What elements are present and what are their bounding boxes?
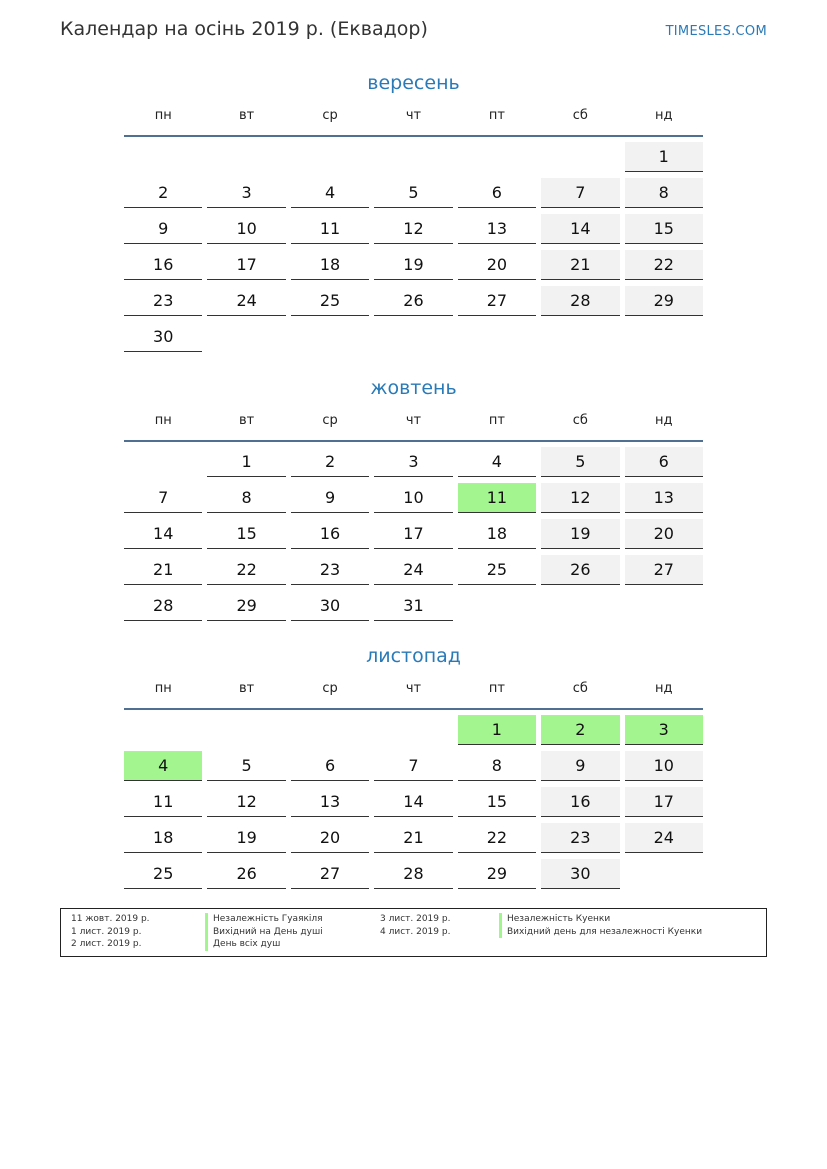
day-cell: 13 <box>458 214 536 244</box>
legend-date: 3 лист. 2019 р. <box>380 914 451 924</box>
day-cell: 29 <box>625 286 703 316</box>
weekday-label: чт <box>405 681 422 696</box>
legend-names-col1 <box>205 913 323 951</box>
weekday-label: пн <box>154 108 172 123</box>
day-cell: 27 <box>458 286 536 316</box>
day-cell: 4 <box>291 178 369 208</box>
empty-cell <box>291 715 369 745</box>
month-october <box>124 375 703 627</box>
day-cell: 2 <box>291 447 369 477</box>
day-cell: 1 <box>207 447 285 477</box>
day-cell: 4 <box>124 751 202 781</box>
day-cell: 11 <box>124 787 202 817</box>
day-cell: 20 <box>291 823 369 853</box>
weekday-label: пн <box>154 681 172 696</box>
day-cell: 11 <box>291 214 369 244</box>
legend-holiday-name: Незалежність Гуаякіля <box>205 913 323 926</box>
empty-cell <box>541 322 619 352</box>
legend-date: 4 лист. 2019 р. <box>380 926 451 937</box>
day-cell: 25 <box>291 286 369 316</box>
day-cell: 10 <box>374 483 452 513</box>
day-cell: 28 <box>374 859 452 889</box>
day-cell: 8 <box>625 178 703 208</box>
empty-cell <box>124 447 202 477</box>
empty-cell <box>625 322 703 352</box>
weekday-label: нд <box>654 108 673 123</box>
empty-cell <box>458 591 536 621</box>
weekday-label: ср <box>322 413 338 428</box>
day-cell: 24 <box>207 286 285 316</box>
week-row <box>124 250 703 281</box>
header-divider <box>124 440 703 442</box>
day-cell: 15 <box>207 519 285 549</box>
empty-cell <box>458 142 536 172</box>
empty-cell <box>124 715 202 745</box>
day-cell: 25 <box>124 859 202 889</box>
legend-holiday-name: Вихідний день для незалежності Куенки <box>499 926 702 939</box>
day-cell: 19 <box>374 250 452 280</box>
day-cell: 26 <box>541 555 619 585</box>
day-cell: 7 <box>541 178 619 208</box>
holiday-legend <box>60 908 767 957</box>
day-cell: 19 <box>541 519 619 549</box>
day-cell: 21 <box>374 823 452 853</box>
day-cell: 22 <box>625 250 703 280</box>
day-cell: 19 <box>207 823 285 853</box>
weekday-header <box>124 108 703 128</box>
weekday-label: пт <box>488 681 505 696</box>
empty-cell <box>207 715 285 745</box>
day-cell: 21 <box>541 250 619 280</box>
day-cell: 16 <box>124 250 202 280</box>
day-cell: 18 <box>291 250 369 280</box>
legend-holiday-name: День всіх душ <box>205 938 323 951</box>
weekday-label: сб <box>572 681 588 696</box>
day-cell: 5 <box>541 447 619 477</box>
day-cell: 17 <box>625 787 703 817</box>
empty-cell <box>291 322 369 352</box>
site-logo[interactable]: TIMESLES.COM <box>665 24 767 39</box>
weekday-label: вт <box>239 413 255 428</box>
day-cell: 31 <box>374 591 452 621</box>
day-cell: 5 <box>207 751 285 781</box>
day-cell: 30 <box>124 322 202 352</box>
weekday-header <box>124 681 703 701</box>
legend-date: 1 лист. 2019 р. <box>71 926 142 937</box>
day-cell: 16 <box>541 787 619 817</box>
day-cell: 29 <box>458 859 536 889</box>
weekday-header <box>124 413 703 433</box>
day-cell: 12 <box>374 214 452 244</box>
day-cell: 20 <box>625 519 703 549</box>
day-cell: 7 <box>374 751 452 781</box>
week-row <box>124 178 703 209</box>
day-cell: 27 <box>291 859 369 889</box>
day-cell: 8 <box>458 751 536 781</box>
day-cell: 23 <box>541 823 619 853</box>
month-november <box>124 643 703 895</box>
day-cell: 30 <box>291 591 369 621</box>
week-row <box>124 214 703 245</box>
day-cell: 2 <box>124 178 202 208</box>
day-cell: 2 <box>541 715 619 745</box>
legend-date: 2 лист. 2019 р. <box>71 939 142 949</box>
legend-holiday-name: Вихідний на День душі <box>205 926 323 939</box>
empty-cell <box>625 859 703 889</box>
legend-names-col2 <box>499 913 702 938</box>
day-cell: 12 <box>541 483 619 513</box>
empty-cell <box>541 142 619 172</box>
empty-cell <box>541 591 619 621</box>
empty-cell <box>207 322 285 352</box>
week-row <box>124 787 703 818</box>
weekday-label: сб <box>572 413 588 428</box>
day-cell: 28 <box>541 286 619 316</box>
week-row <box>124 447 703 478</box>
legend-dates-col1 <box>71 913 150 951</box>
weekday-label: нд <box>654 413 673 428</box>
day-cell: 17 <box>207 250 285 280</box>
day-cell: 28 <box>124 591 202 621</box>
empty-cell <box>374 142 452 172</box>
empty-cell <box>374 715 452 745</box>
day-cell: 23 <box>291 555 369 585</box>
day-cell: 14 <box>541 214 619 244</box>
day-cell: 9 <box>124 214 202 244</box>
day-cell: 6 <box>625 447 703 477</box>
week-row <box>124 483 703 514</box>
month-name: жовтень <box>370 377 457 399</box>
day-cell: 30 <box>541 859 619 889</box>
day-cell: 8 <box>207 483 285 513</box>
empty-cell <box>625 591 703 621</box>
day-cell: 22 <box>207 555 285 585</box>
weekday-label: вт <box>239 108 255 123</box>
page-title: Календар на осінь 2019 р. (Еквадор) <box>60 18 428 40</box>
day-cell: 18 <box>458 519 536 549</box>
weekday-label: ср <box>322 681 338 696</box>
day-cell: 17 <box>374 519 452 549</box>
week-row <box>124 286 703 317</box>
legend-date: 11 жовт. 2019 р. <box>71 914 150 924</box>
day-cell: 13 <box>625 483 703 513</box>
weekday-label: чт <box>405 108 422 123</box>
weekday-label: пн <box>154 413 172 428</box>
day-cell: 13 <box>291 787 369 817</box>
day-cell: 9 <box>291 483 369 513</box>
weekday-label: сб <box>572 108 588 123</box>
day-cell: 15 <box>625 214 703 244</box>
week-row <box>124 322 703 353</box>
weeks-grid <box>124 447 703 622</box>
week-row <box>124 751 703 782</box>
empty-cell <box>124 142 202 172</box>
day-cell: 9 <box>541 751 619 781</box>
header-divider <box>124 708 703 710</box>
day-cell: 11 <box>458 483 536 513</box>
day-cell: 6 <box>458 178 536 208</box>
weekday-label: ср <box>322 108 338 123</box>
day-cell: 14 <box>124 519 202 549</box>
week-row <box>124 519 703 550</box>
week-row <box>124 859 703 890</box>
day-cell: 3 <box>374 447 452 477</box>
day-cell: 7 <box>124 483 202 513</box>
legend-dates-col2 <box>380 913 450 938</box>
week-row <box>124 591 703 622</box>
day-cell: 3 <box>625 715 703 745</box>
header-divider <box>124 135 703 137</box>
weekday-label: пт <box>488 413 505 428</box>
day-cell: 15 <box>458 787 536 817</box>
empty-cell <box>374 322 452 352</box>
day-cell: 24 <box>374 555 452 585</box>
day-cell: 24 <box>625 823 703 853</box>
empty-cell <box>207 142 285 172</box>
week-row <box>124 142 703 173</box>
day-cell: 21 <box>124 555 202 585</box>
day-cell: 27 <box>625 555 703 585</box>
day-cell: 1 <box>458 715 536 745</box>
empty-cell <box>291 142 369 172</box>
day-cell: 26 <box>374 286 452 316</box>
week-row <box>124 823 703 854</box>
week-row <box>124 715 703 746</box>
day-cell: 22 <box>458 823 536 853</box>
day-cell: 14 <box>374 787 452 817</box>
weeks-grid <box>124 715 703 890</box>
day-cell: 6 <box>291 751 369 781</box>
day-cell: 10 <box>207 214 285 244</box>
weekday-label: пт <box>488 108 505 123</box>
month-name: листопад <box>366 645 461 667</box>
day-cell: 1 <box>625 142 703 172</box>
day-cell: 10 <box>625 751 703 781</box>
day-cell: 29 <box>207 591 285 621</box>
week-row <box>124 555 703 586</box>
empty-cell <box>458 322 536 352</box>
month-september <box>124 70 703 358</box>
weekday-label: вт <box>239 681 255 696</box>
day-cell: 18 <box>124 823 202 853</box>
day-cell: 23 <box>124 286 202 316</box>
weeks-grid <box>124 142 703 353</box>
day-cell: 3 <box>207 178 285 208</box>
day-cell: 12 <box>207 787 285 817</box>
day-cell: 25 <box>458 555 536 585</box>
day-cell: 16 <box>291 519 369 549</box>
day-cell: 5 <box>374 178 452 208</box>
weekday-label: нд <box>654 681 673 696</box>
month-name: вересень <box>367 72 460 94</box>
legend-holiday-name: Незалежність Куенки <box>499 913 702 926</box>
weekday-label: чт <box>405 413 422 428</box>
day-cell: 26 <box>207 859 285 889</box>
day-cell: 4 <box>458 447 536 477</box>
day-cell: 20 <box>458 250 536 280</box>
